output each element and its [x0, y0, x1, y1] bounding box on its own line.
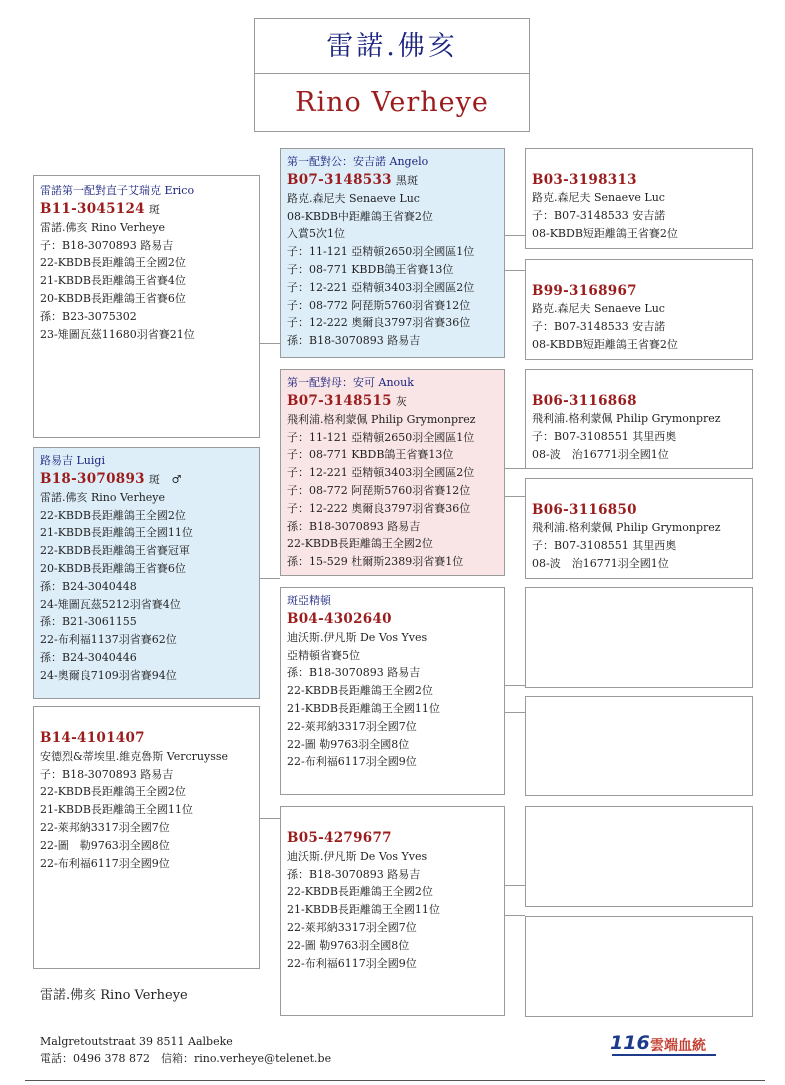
subject-ring: B18-3070893 斑 ♂ — [40, 470, 182, 487]
info-line: 22-圖 勒9763羽全國8位 — [287, 938, 410, 952]
info-line: 22-KBDB長距離鴿王全國2位 — [287, 885, 433, 899]
info-line: 孫：B18-3070893 路易吉 — [287, 334, 421, 348]
address-text: Malgretoutstraat 39 8511 Aalbeke — [40, 1035, 233, 1048]
info-line: 路克.森尼夫 Senaeve Luc — [287, 191, 420, 205]
mate-box — [33, 706, 260, 969]
connector-line — [259, 578, 280, 579]
empty-box — [525, 696, 753, 796]
info-line: 22-萊邦納3317羽全國7位 — [287, 920, 417, 934]
info-line: 22-KBDB長距離鴿王全國2位 — [40, 508, 186, 522]
sibling-box — [33, 175, 260, 438]
info-line: 子：B07-3148533 安吉諾 — [532, 208, 666, 222]
connector-line — [504, 235, 525, 236]
info-line: 安德烈&蒂埃里.維克魯斯 Vercruysse — [40, 749, 229, 763]
info-line: 22-KBDB長距離鴿王全國2位 — [287, 684, 433, 698]
granddam-2-box — [525, 478, 753, 579]
info-line: 雷諾.佛亥 Rino Verheye — [40, 490, 166, 504]
info-line: 孫：B23-3075302 — [40, 309, 137, 323]
info-line: 08-KBDB短距離鴿王省賽2位 — [532, 226, 678, 240]
info-line: 08-KBDB短距離鴿王省賽2位 — [532, 337, 678, 351]
connector-line — [504, 496, 525, 497]
info-line: 孫：B18-3070893 路易吉 — [287, 519, 421, 533]
info-line: 子：12-221 亞精頓3403羽全國區2位 — [287, 280, 475, 294]
sire-ring-note: 黑斑 — [395, 173, 419, 187]
title-chinese: 雷諾.佛亥 — [255, 19, 529, 74]
logo-number: 116 — [610, 1032, 650, 1054]
contact-text: 電話：0496 378 872 信箱：rino.verheye@telenet.be — [40, 1052, 332, 1065]
info-line: 21-KBDB長距離鴿王全國11位 — [40, 803, 193, 817]
grandsire-1-ring: B03-3198313 — [532, 172, 637, 188]
info-line: 24-奧爾良7109羽省賽94位 — [40, 668, 177, 682]
info-line: 亞精頓省賽5位 — [287, 648, 360, 662]
mate-dam-ring: B05-4279677 — [287, 829, 392, 846]
granddam-1-ring: B99-3168967 — [532, 283, 637, 299]
info-line: 子：11-121 亞精頓2650羽全國區1位 — [287, 430, 475, 444]
mate-sire-header: 斑亞精頓 — [287, 594, 331, 607]
logo-underline — [612, 1054, 716, 1056]
mate-sire-ring: B04-4302640 — [287, 610, 392, 627]
info-line: 21-KBDB長距離鴿王省賽4位 — [40, 274, 186, 288]
info-line: 路克.森尼夫 Senaeve Luc — [532, 302, 665, 315]
info-line: 孫：B18-3070893 路易吉 — [287, 666, 421, 680]
granddam-2-ring: B06-3116850 — [532, 502, 637, 518]
mate-dam-lines — [287, 848, 498, 973]
subject-ring-note: 斑 ♂ — [148, 472, 182, 486]
title-box — [254, 18, 530, 132]
info-line: 孫：B24-3040446 — [40, 650, 137, 664]
dam-ring-note: 灰 — [395, 394, 408, 408]
empty-box — [525, 587, 753, 688]
info-line: 22-萊邦納3317羽全國7位 — [287, 719, 417, 733]
sibling-lines — [40, 219, 253, 344]
info-line: 子：08-772 阿琵斯5760羽省賽12位 — [287, 298, 471, 312]
info-line: 孫：B21-3061155 — [40, 615, 137, 629]
info-line: 孫：15-529 杜爾斯2389羽省賽1位 — [287, 555, 464, 569]
info-line: 22-萊邦納3317羽全國7位 — [40, 820, 170, 834]
connector-line — [504, 712, 525, 713]
granddam-1-box — [525, 259, 753, 360]
dam-header: 第一配對母：安可 Anouk — [287, 376, 414, 389]
info-line: 24-雉圖瓦茲5212羽省賽4位 — [40, 597, 181, 611]
info-line: 子：08-771 KBDB鴿王省賽13位 — [287, 448, 454, 462]
info-line: 迪沃斯.伊凡斯 De Vos Yves — [287, 630, 428, 644]
dam-lines — [287, 411, 498, 571]
mate-ring: B14-4101407 — [40, 729, 145, 746]
subject-lines — [40, 489, 253, 685]
brand-logo — [610, 1032, 720, 1056]
subject-header: 路易吉 Luigi — [40, 454, 105, 467]
title-english: Rino Verheye — [295, 87, 489, 118]
dam-box — [280, 369, 505, 576]
connector-line — [259, 343, 280, 344]
sire-header: 第一配對公：安吉諾 Angelo — [287, 155, 429, 168]
info-line: 子：08-771 KBDB鴿王省賽13位 — [287, 262, 454, 276]
info-line: 子：11-121 亞精頓2650羽全國區1位 — [287, 245, 475, 259]
info-line: 22-布利福6117羽全國9位 — [287, 755, 417, 769]
info-line: 飛利浦.格利蒙佩 Philip Grymonprez — [287, 412, 476, 426]
info-line: 21-KBDB長距離鴿王全國11位 — [287, 701, 440, 715]
connector-line — [504, 915, 525, 916]
bottom-divider — [25, 1080, 765, 1081]
info-line: 08-波 治16771羽全國1位 — [532, 447, 669, 461]
info-line: 21-KBDB長距離鴿王全國11位 — [287, 903, 440, 917]
connector-line — [504, 468, 525, 469]
sire-ring: B07-3148533 黑斑 — [287, 171, 419, 188]
info-line: 孫：B18-3070893 路易吉 — [287, 867, 421, 881]
info-line: 子：B18-3070893 路易吉 — [40, 767, 174, 781]
mate-sire-box — [280, 587, 505, 795]
info-line: 08-KBDB中距離鴿王省賽2位 — [287, 209, 433, 223]
info-line: 子：B07-3108551 其里西奧 — [532, 429, 677, 443]
logo-text: 雲端血統 — [650, 1038, 706, 1054]
info-line: 21-KBDB長距離鴿王全國11位 — [40, 526, 193, 540]
sibling-header: 雷諾第一配對直子艾瑞克 Erico — [40, 184, 195, 197]
info-line: 子：B07-3108551 其里西奧 — [532, 538, 677, 552]
sibling-ring: B11-3045124 斑 — [40, 200, 161, 217]
connector-line — [504, 270, 525, 271]
mate-lines — [40, 748, 253, 873]
info-line: 22-布利福6117羽全國9位 — [287, 956, 417, 970]
info-line: 22-圖 勒9763羽全國8位 — [40, 838, 170, 852]
dam-ring: B07-3148515 灰 — [287, 392, 408, 409]
info-line: 23-雉圖瓦茲11680羽省賽21位 — [40, 327, 195, 341]
info-line: 子：12-221 亞精頓3403羽全國區2位 — [287, 466, 475, 480]
empty-box — [525, 806, 753, 907]
info-line: 08-波 治16771羽全國1位 — [532, 556, 669, 570]
connector-line — [259, 818, 280, 819]
connector-line — [504, 885, 525, 886]
mate-dam-box — [280, 806, 505, 1016]
owner-name: 雷諾.佛亥 Rino Verheye — [40, 988, 188, 1003]
info-line: 22-布利福1137羽省賽62位 — [40, 633, 177, 647]
grandsire-2-ring: B06-3116868 — [532, 393, 637, 409]
info-line: 20-KBDB長距離鴿王省賽6位 — [40, 561, 186, 575]
sire-lines — [287, 190, 498, 350]
info-line: 22-KBDB長距離鴿王全國2位 — [40, 256, 186, 270]
info-line: 22-圖 勒9763羽全國8位 — [287, 737, 410, 751]
empty-box — [525, 916, 753, 1017]
info-line: 子：12-222 奧爾良3797羽省賽36位 — [287, 316, 471, 330]
info-line: 子：08-772 阿琵斯5760羽省賽12位 — [287, 483, 471, 497]
grandsire-2-box — [525, 369, 753, 469]
sire-box — [280, 148, 505, 358]
info-line: 子：B07-3148533 安吉諾 — [532, 319, 666, 333]
info-line: 20-KBDB長距離鴿王省賽6位 — [40, 291, 186, 305]
info-line: 子：B18-3070893 路易吉 — [40, 238, 174, 252]
mate-sire-lines — [287, 629, 498, 771]
info-line: 迪沃斯.伊凡斯 De Vos Yves — [287, 849, 428, 863]
grandsire-1-box — [525, 148, 753, 249]
info-line: 孫：B24-3040448 — [40, 579, 137, 593]
info-line: 入賞5次1位 — [287, 227, 345, 241]
info-line: 22-布利福6117羽全國9位 — [40, 856, 170, 870]
info-line: 飛利浦.格利蒙佩 Philip Grymonprez — [532, 412, 721, 425]
info-line: 22-KBDB長距離鴿王省賽冠軍 — [40, 544, 190, 558]
mate-dam-header — [287, 811, 498, 829]
info-line: 路克.森尼夫 Senaeve Luc — [532, 191, 665, 204]
info-line: 雷諾.佛亥 Rino Verheye — [40, 220, 166, 234]
sibling-ring-note: 斑 — [148, 202, 161, 216]
connector-line — [504, 685, 525, 686]
subject-box — [33, 447, 260, 699]
mate-header — [40, 711, 253, 729]
contact-block — [40, 1033, 331, 1067]
info-line: 飛利浦.格利蒙佩 Philip Grymonprez — [532, 521, 721, 534]
info-line: 子：12-222 奧爾良3797羽省賽36位 — [287, 501, 471, 515]
info-line: 22-KBDB長距離鴿王全國2位 — [287, 537, 433, 551]
info-line: 22-KBDB長距離鴿王全國2位 — [40, 785, 186, 799]
